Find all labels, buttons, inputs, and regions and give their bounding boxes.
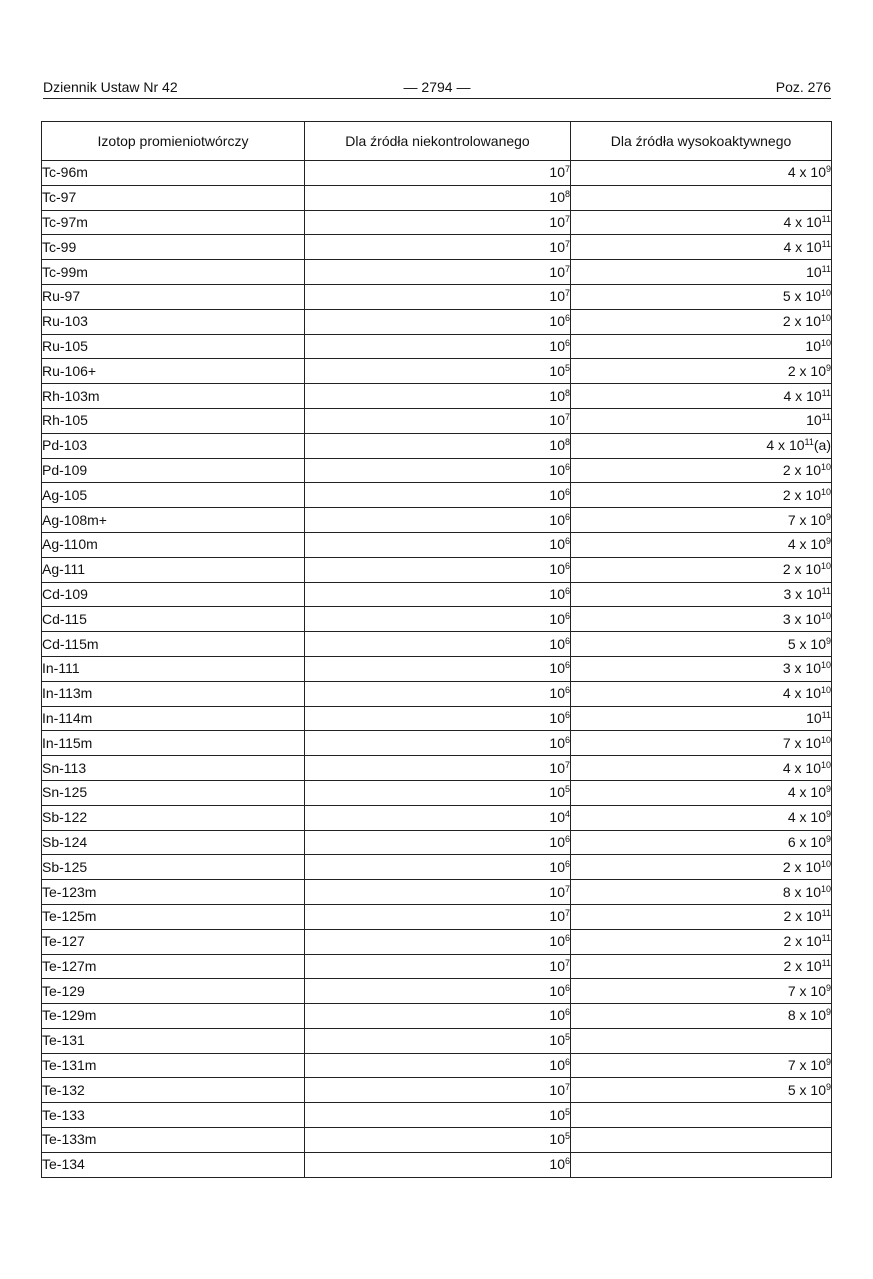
table-row — [42, 607, 832, 632]
page-number: — 2794 — — [403, 79, 471, 95]
uncontrolled-value-cell: $10^7$ — [305, 880, 571, 905]
uncontrolled-value-cell: $10^6$ — [305, 607, 571, 632]
coefficient: 2 x — [782, 461, 806, 478]
exponent: 10 — [820, 486, 831, 497]
exponent: 5 — [564, 1106, 570, 1117]
exponent: 10 — [820, 734, 831, 745]
table-row — [42, 161, 832, 186]
exponent: 9 — [825, 982, 831, 993]
uncontrolled-value-cell: $10^7$ — [305, 954, 571, 979]
table-row — [42, 334, 832, 359]
isotope-cell: Ru-105 — [42, 334, 305, 359]
isotope-cell: In-115m — [42, 731, 305, 756]
isotope-cell: Te-123m — [42, 880, 305, 905]
exponent: 10 — [820, 288, 831, 299]
high-activity-value-cell: 4 x $10^{11}$ — [571, 235, 832, 260]
coefficient: 4 x — [783, 238, 807, 255]
coefficient: 4 x — [782, 759, 806, 776]
high-activity-value-cell: 6 x $10^9$ — [571, 830, 832, 855]
exponent: 9 — [825, 536, 831, 547]
high-activity-value-cell: 5 x $10^9$ — [571, 1078, 832, 1103]
table-header-row — [42, 122, 832, 161]
high-activity-value-cell: 4 x $10^{10}$ — [571, 681, 832, 706]
coefficient: 4 x — [783, 213, 807, 230]
uncontrolled-value-cell: $10^6$ — [305, 855, 571, 880]
table-row — [42, 433, 832, 458]
exponent: 10 — [820, 759, 831, 770]
high-activity-value-cell: 2 x $10^9$ — [571, 359, 832, 384]
uncontrolled-value-cell: $10^7$ — [305, 756, 571, 781]
uncontrolled-value-cell: $10^6$ — [305, 334, 571, 359]
isotope-cell: Rh-105 — [42, 408, 305, 433]
high-activity-value-cell: 3 x $10^{10}$ — [571, 656, 832, 681]
exponent: 6 — [564, 536, 570, 547]
isotope-cell: Te-133m — [42, 1128, 305, 1153]
coefficient: 2 x — [782, 858, 806, 875]
isotope-cell: Te-133 — [42, 1103, 305, 1128]
exponent: 7 — [564, 263, 570, 274]
exponent: 7 — [564, 759, 570, 770]
exponent: 5 — [564, 1032, 570, 1043]
table-row — [42, 284, 832, 309]
exponent: 6 — [564, 635, 570, 646]
coefficient: 5 x — [782, 288, 806, 305]
table-row — [42, 532, 832, 557]
table-row — [42, 780, 832, 805]
high-activity-value-cell: 2 x $10^{10}$ — [571, 557, 832, 582]
uncontrolled-value-cell: $10^7$ — [305, 284, 571, 309]
coefficient: 2 x — [783, 908, 807, 925]
exponent: 6 — [564, 1057, 570, 1068]
isotope-cell: Te-127 — [42, 929, 305, 954]
isotope-cell: Tc-97m — [42, 210, 305, 235]
isotope-cell: Tc-99 — [42, 235, 305, 260]
high-activity-value-cell: 4 x $10^9$ — [571, 780, 832, 805]
high-activity-value-cell: 2 x $10^{10}$ — [571, 855, 832, 880]
uncontrolled-value-cell: $10^6$ — [305, 979, 571, 1004]
high-activity-value-cell: 2 x $10^{11}$ — [571, 904, 832, 929]
high-activity-value-cell: 4 x $10^{11}$ — [571, 210, 832, 235]
exponent: 10 — [820, 561, 831, 572]
isotope-cell: Sb-124 — [42, 830, 305, 855]
high-activity-value-cell: 5 x $10^9$ — [571, 632, 832, 657]
exponent: 7 — [564, 412, 570, 423]
coefficient: 4 x — [787, 164, 811, 181]
exponent: 6 — [564, 858, 570, 869]
exponent: 9 — [825, 164, 831, 175]
isotope-cell: Ru-97 — [42, 284, 305, 309]
uncontrolled-value-cell: $10^6$ — [305, 731, 571, 756]
exponent: 6 — [564, 313, 570, 324]
exponent: 10 — [820, 660, 831, 671]
table-row — [42, 384, 832, 409]
table-row — [42, 681, 832, 706]
exponent: 11 — [821, 933, 831, 944]
high-activity-value-cell: 7 x $10^9$ — [571, 508, 832, 533]
uncontrolled-value-cell: $10^6$ — [305, 706, 571, 731]
uncontrolled-value-cell: $10^6$ — [305, 681, 571, 706]
table-row — [42, 1103, 832, 1128]
coefficient: 2 x — [787, 362, 811, 379]
uncontrolled-value-cell: $10^6$ — [305, 508, 571, 533]
uncontrolled-value-cell: $10^6$ — [305, 1053, 571, 1078]
journal-title: Dziennik Ustaw Nr 42 — [43, 79, 178, 95]
table-row — [42, 557, 832, 582]
exponent: 9 — [825, 635, 831, 646]
exponent: 9 — [825, 362, 831, 373]
table-row — [42, 880, 832, 905]
high-activity-value-cell: 8 x $10^9$ — [571, 1004, 832, 1029]
exponent: 10 — [820, 858, 831, 869]
exponent: 6 — [564, 610, 570, 621]
table-row — [42, 632, 832, 657]
coefficient: 5 x — [787, 1081, 811, 1098]
isotope-cell: Pd-103 — [42, 433, 305, 458]
isotope-cell: Cd-115m — [42, 632, 305, 657]
table-row — [42, 1028, 832, 1053]
exponent: 6 — [564, 585, 570, 596]
isotope-cell: Ag-111 — [42, 557, 305, 582]
isotope-cell: Ru-106+ — [42, 359, 305, 384]
exponent: 11 — [821, 908, 831, 919]
uncontrolled-value-cell: $10^6$ — [305, 656, 571, 681]
high-activity-value-cell — [571, 1028, 832, 1053]
coefficient: 7 x — [782, 734, 806, 751]
high-activity-value-cell: 4 x $10^9$ — [571, 805, 832, 830]
exponent: 5 — [564, 362, 570, 373]
coefficient: 2 x — [783, 933, 807, 950]
table-row — [42, 979, 832, 1004]
table-row — [42, 1128, 832, 1153]
exponent: 10 — [820, 313, 831, 324]
exponent: 7 — [564, 238, 570, 249]
uncontrolled-value-cell: $10^6$ — [305, 458, 571, 483]
exponent: 6 — [564, 1156, 570, 1167]
isotope-cell: Te-129m — [42, 1004, 305, 1029]
exponent: 9 — [825, 511, 831, 522]
high-activity-value-cell — [571, 1152, 832, 1177]
isotope-cell: Pd-109 — [42, 458, 305, 483]
table-row — [42, 731, 832, 756]
high-activity-value-cell: 5 x $10^{10}$ — [571, 284, 832, 309]
coefficient: 7 x — [787, 982, 811, 999]
exponent: 6 — [564, 461, 570, 472]
uncontrolled-value-cell: $10^6$ — [305, 532, 571, 557]
exponent: 8 — [564, 189, 570, 200]
isotope-cell: Te-131 — [42, 1028, 305, 1053]
exponent: 9 — [825, 1081, 831, 1092]
uncontrolled-value-cell: $10^7$ — [305, 260, 571, 285]
uncontrolled-value-cell: $10^8$ — [305, 433, 571, 458]
high-activity-value-cell — [571, 1103, 832, 1128]
table-row — [42, 359, 832, 384]
exponent: 7 — [564, 908, 570, 919]
exponent: 11 — [821, 238, 831, 249]
table-row — [42, 1078, 832, 1103]
high-activity-value-cell: 4 x $10^{11}$ — [571, 384, 832, 409]
table-row — [42, 1053, 832, 1078]
table-row — [42, 954, 832, 979]
isotope-cell: Ag-110m — [42, 532, 305, 557]
high-activity-value-cell: 4 x $10^9$ — [571, 532, 832, 557]
coefficient: 5 x — [787, 635, 811, 652]
isotope-cell: Ag-105 — [42, 483, 305, 508]
uncontrolled-value-cell: $10^6$ — [305, 309, 571, 334]
high-activity-value-cell — [571, 1128, 832, 1153]
exponent: 11 — [821, 957, 831, 968]
high-activity-value-cell: $10^{11}$ — [571, 706, 832, 731]
column-header-high-activity: Dla źródła wysokoaktywnego — [571, 122, 832, 161]
uncontrolled-value-cell: $10^7$ — [305, 1078, 571, 1103]
uncontrolled-value-cell: $10^7$ — [305, 235, 571, 260]
isotope-cell: Te-125m — [42, 904, 305, 929]
exponent: 10 — [820, 610, 831, 621]
exponent: 6 — [564, 734, 570, 745]
table-row — [42, 1152, 832, 1177]
uncontrolled-value-cell: $10^6$ — [305, 929, 571, 954]
exponent: 6 — [564, 685, 570, 696]
high-activity-value-cell: $10^{11}$ — [571, 408, 832, 433]
table-row — [42, 830, 832, 855]
high-activity-value-cell: 7 x $10^{10}$ — [571, 731, 832, 756]
isotope-cell: In-111 — [42, 656, 305, 681]
isotope-cell: Rh-103m — [42, 384, 305, 409]
high-activity-value-cell: 3 x $10^{11}$ — [571, 582, 832, 607]
uncontrolled-value-cell: $10^6$ — [305, 632, 571, 657]
exponent: 9 — [825, 1007, 831, 1018]
table-row — [42, 805, 832, 830]
exponent: 10 — [820, 685, 831, 696]
table-row — [42, 855, 832, 880]
exponent: 6 — [564, 933, 570, 944]
uncontrolled-value-cell: $10^6$ — [305, 1004, 571, 1029]
exponent: 7 — [564, 883, 570, 894]
exponent: 4 — [564, 809, 570, 820]
exponent: 7 — [564, 288, 570, 299]
uncontrolled-value-cell: $10^7$ — [305, 408, 571, 433]
uncontrolled-value-cell: $10^7$ — [305, 904, 571, 929]
uncontrolled-value-cell: $10^5$ — [305, 359, 571, 384]
coefficient: 2 x — [782, 561, 806, 578]
exponent: 6 — [564, 511, 570, 522]
exponent: 8 — [564, 387, 570, 398]
isotope-cell: Te-129 — [42, 979, 305, 1004]
high-activity-value-cell: 3 x $10^{10}$ — [571, 607, 832, 632]
position-number: Poz. 276 — [775, 79, 831, 95]
uncontrolled-value-cell: $10^5$ — [305, 1128, 571, 1153]
uncontrolled-value-cell: $10^6$ — [305, 483, 571, 508]
exponent: 8 — [564, 437, 570, 448]
coefficient: 3 x — [782, 610, 806, 627]
table-body — [42, 161, 832, 1178]
isotope-cell: Te-131m — [42, 1053, 305, 1078]
isotope-cell: Sb-125 — [42, 855, 305, 880]
coefficient: 2 x — [782, 313, 806, 330]
table-row — [42, 483, 832, 508]
exponent: 7 — [564, 957, 570, 968]
footnote-marker: (a) — [813, 437, 831, 454]
coefficient: 8 x — [782, 883, 806, 900]
high-activity-value-cell: 7 x $10^9$ — [571, 979, 832, 1004]
uncontrolled-value-cell: $10^8$ — [305, 384, 571, 409]
exponent: 11 — [821, 263, 831, 274]
table-row — [42, 508, 832, 533]
high-activity-value-cell: 2 x $10^{11}$ — [571, 954, 832, 979]
table-row — [42, 408, 832, 433]
exponent: 6 — [564, 660, 570, 671]
coefficient: 2 x — [782, 486, 806, 503]
high-activity-value-cell: $10^{10}$ — [571, 334, 832, 359]
exponent: 9 — [825, 1057, 831, 1068]
isotope-cell: Te-134 — [42, 1152, 305, 1177]
exponent: 7 — [564, 213, 570, 224]
exponent: 11 — [804, 437, 814, 448]
table-row — [42, 582, 832, 607]
isotope-cell: Ag-108m+ — [42, 508, 305, 533]
uncontrolled-value-cell: $10^7$ — [305, 210, 571, 235]
isotope-table — [41, 121, 832, 1178]
exponent: 6 — [564, 561, 570, 572]
coefficient: 4 x — [782, 685, 806, 702]
exponent: 6 — [564, 709, 570, 720]
exponent: 11 — [821, 387, 831, 398]
uncontrolled-value-cell: $10^6$ — [305, 830, 571, 855]
uncontrolled-value-cell: $10^5$ — [305, 780, 571, 805]
high-activity-value-cell: 2 x $10^{10}$ — [571, 309, 832, 334]
high-activity-value-cell: 7 x $10^9$ — [571, 1053, 832, 1078]
uncontrolled-value-cell: $10^7$ — [305, 161, 571, 186]
exponent: 10 — [820, 337, 831, 348]
isotope-cell: Sn-113 — [42, 756, 305, 781]
isotope-cell: Tc-99m — [42, 260, 305, 285]
coefficient: 6 x — [787, 833, 811, 850]
table-row — [42, 185, 832, 210]
coefficient: 7 x — [787, 511, 811, 528]
exponent: 7 — [564, 164, 570, 175]
uncontrolled-value-cell: $10^6$ — [305, 557, 571, 582]
exponent: 6 — [564, 337, 570, 348]
exponent: 11 — [821, 412, 831, 423]
table-row — [42, 210, 832, 235]
isotope-cell: Cd-109 — [42, 582, 305, 607]
table-row — [42, 260, 832, 285]
table-row — [42, 904, 832, 929]
exponent: 9 — [825, 784, 831, 795]
high-activity-value-cell — [571, 185, 832, 210]
uncontrolled-value-cell: $10^8$ — [305, 185, 571, 210]
exponent: 10 — [820, 461, 831, 472]
isotope-cell: Tc-96m — [42, 161, 305, 186]
isotope-cell: Tc-97 — [42, 185, 305, 210]
table-row — [42, 458, 832, 483]
high-activity-value-cell: 4 x $10^{11}(a)$ — [571, 433, 832, 458]
exponent: 5 — [564, 784, 570, 795]
uncontrolled-value-cell: $10^5$ — [305, 1028, 571, 1053]
exponent: 11 — [821, 709, 831, 720]
high-activity-value-cell: 2 x $10^{10}$ — [571, 483, 832, 508]
exponent: 9 — [825, 833, 831, 844]
exponent: 11 — [821, 585, 831, 596]
coefficient: 4 x — [766, 437, 789, 454]
coefficient: 4 x — [787, 809, 811, 826]
table-row — [42, 929, 832, 954]
exponent: 5 — [564, 1131, 570, 1142]
table-row — [42, 309, 832, 334]
uncontrolled-value-cell: $10^6$ — [305, 582, 571, 607]
coefficient: 2 x — [783, 957, 807, 974]
high-activity-value-cell: 8 x $10^{10}$ — [571, 880, 832, 905]
table-row — [42, 1004, 832, 1029]
exponent: 10 — [820, 883, 831, 894]
exponent: 11 — [821, 213, 831, 224]
table-row — [42, 656, 832, 681]
isotope-cell: Te-132 — [42, 1078, 305, 1103]
exponent: 6 — [564, 833, 570, 844]
uncontrolled-value-cell: $10^4$ — [305, 805, 571, 830]
coefficient: 3 x — [783, 585, 807, 602]
exponent: 9 — [825, 809, 831, 820]
table-row — [42, 706, 832, 731]
high-activity-value-cell: 4 x $10^9$ — [571, 161, 832, 186]
isotope-cell: Te-127m — [42, 954, 305, 979]
coefficient: 4 x — [787, 536, 811, 553]
exponent: 6 — [564, 486, 570, 497]
page-header — [43, 78, 831, 99]
coefficient: 4 x — [787, 784, 811, 801]
isotope-cell: In-113m — [42, 681, 305, 706]
isotope-cell: Cd-115 — [42, 607, 305, 632]
table-row — [42, 756, 832, 781]
exponent: 7 — [564, 1081, 570, 1092]
uncontrolled-value-cell: $10^5$ — [305, 1103, 571, 1128]
isotope-cell: Sb-122 — [42, 805, 305, 830]
exponent: 6 — [564, 1007, 570, 1018]
coefficient: 8 x — [787, 1007, 811, 1024]
coefficient: 4 x — [783, 387, 807, 404]
uncontrolled-value-cell: $10^6$ — [305, 1152, 571, 1177]
high-activity-value-cell: 2 x $10^{11}$ — [571, 929, 832, 954]
coefficient: 3 x — [782, 660, 806, 677]
isotope-cell: Sn-125 — [42, 780, 305, 805]
high-activity-value-cell: 2 x $10^{10}$ — [571, 458, 832, 483]
column-header-isotope: Izotop promieniotwórczy — [42, 122, 305, 161]
table-row — [42, 235, 832, 260]
high-activity-value-cell: $10^{11}$ — [571, 260, 832, 285]
high-activity-value-cell: 4 x $10^{10}$ — [571, 756, 832, 781]
exponent: 6 — [564, 982, 570, 993]
isotope-cell: In-114m — [42, 706, 305, 731]
column-header-uncontrolled: Dla źródła niekontrolowanego — [305, 122, 571, 161]
coefficient: 7 x — [787, 1057, 811, 1074]
isotope-cell: Ru-103 — [42, 309, 305, 334]
